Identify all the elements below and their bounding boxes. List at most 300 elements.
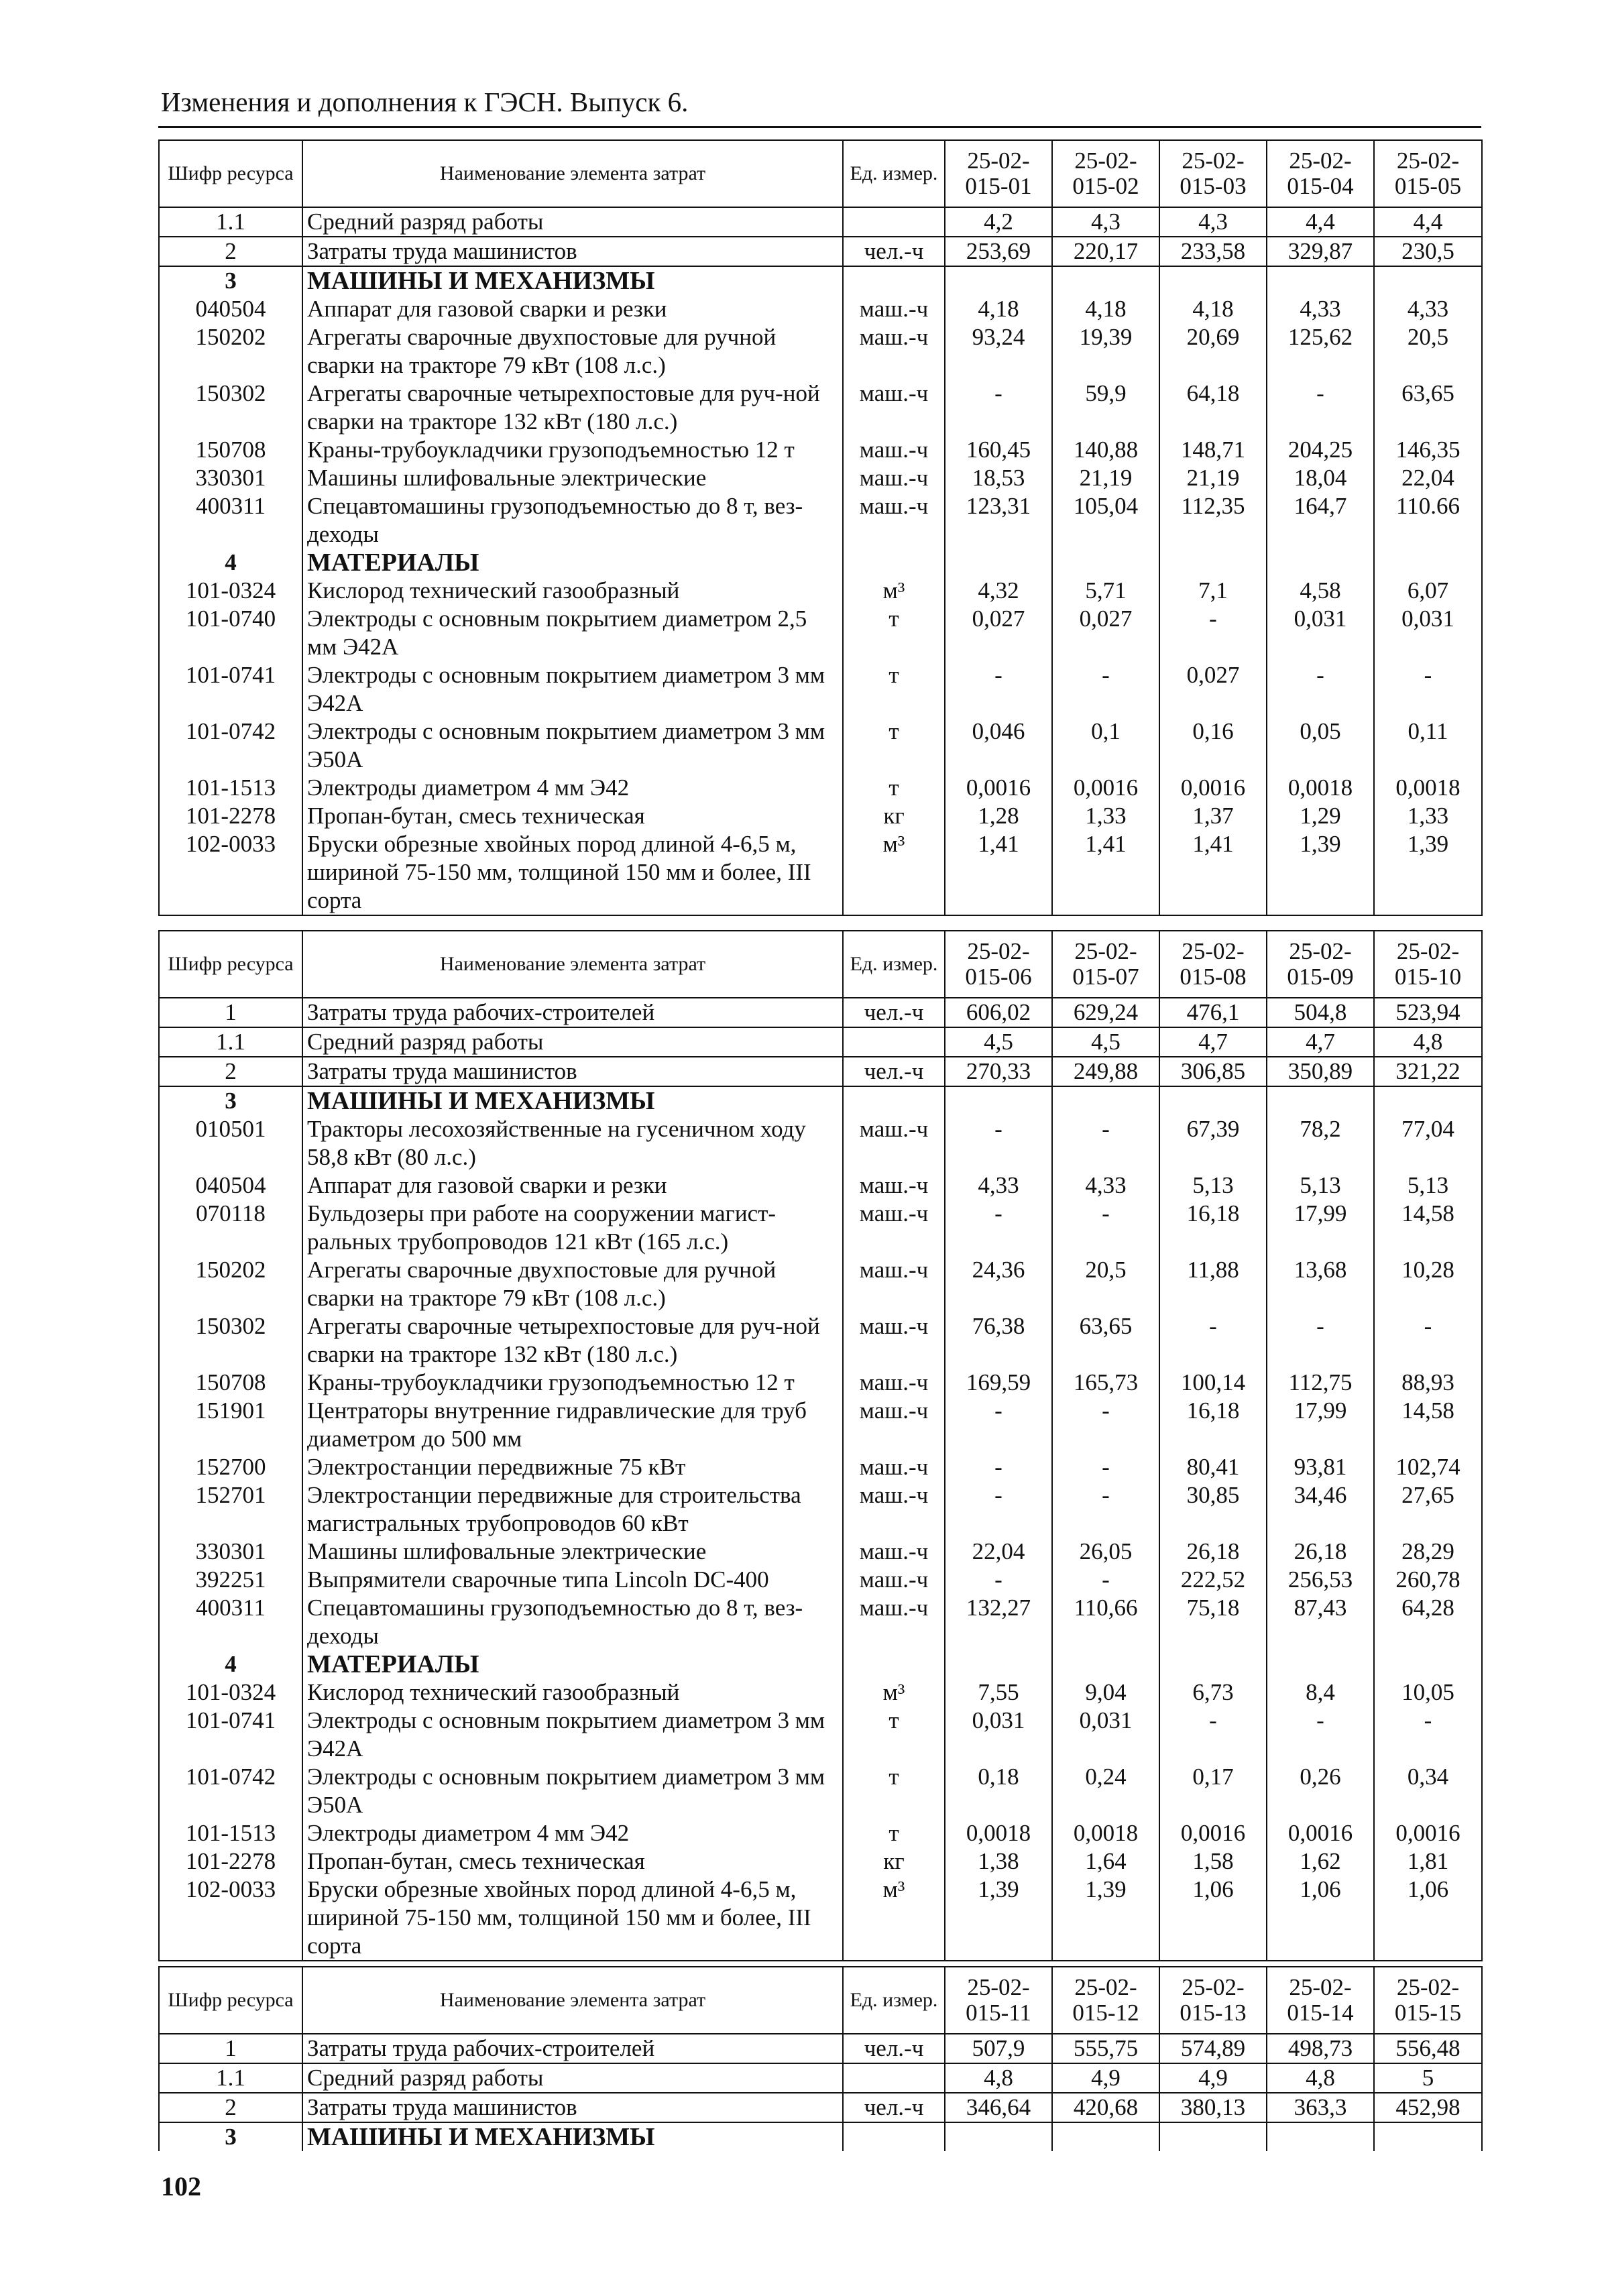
resource-code: 101-1513	[159, 774, 302, 802]
value-cell: 112,35	[1159, 492, 1267, 549]
value-cell: -	[1374, 661, 1482, 718]
value-cell: -	[945, 661, 1052, 718]
value-cell: 63,65	[1374, 380, 1482, 436]
value-cell: -	[1159, 1707, 1267, 1763]
value-cell: -	[1052, 661, 1159, 718]
value-cell: 0,0016	[1267, 1819, 1374, 1847]
value-cell	[945, 1650, 1052, 1678]
table-row	[159, 802, 1482, 830]
value-cell: 5,13	[1374, 1171, 1482, 1200]
value-cell: 18,53	[945, 464, 1052, 492]
table-row	[159, 605, 1482, 661]
value-cell: 5,71	[1052, 577, 1159, 605]
table-row	[159, 830, 1482, 915]
resource-name: Кислород технический газообразный	[302, 577, 843, 605]
resource-code: 152700	[159, 1453, 302, 1481]
value-cell: 0,027	[945, 605, 1052, 661]
unit-cell: маш.-ч	[843, 1115, 945, 1171]
resource-name: Затраты труда машинистов	[302, 2093, 843, 2122]
value-cell: 363,3	[1267, 2093, 1374, 2122]
page-header: Изменения и дополнения к ГЭСН. Выпуск 6.	[161, 87, 689, 117]
value-cell: 4,5	[945, 1027, 1052, 1057]
value-cell: 0,0016	[1374, 1819, 1482, 1847]
resource-name: Электроды с основным покрытием диаметром 3 мм Э42А	[302, 661, 843, 718]
value-cell: 4,18	[1052, 295, 1159, 323]
value-cell: 0,0018	[1052, 1819, 1159, 1847]
table-row	[159, 1876, 1482, 1961]
resource-code: 3	[159, 266, 302, 295]
resource-code: 1.1	[159, 207, 302, 237]
resource-name: Бульдозеры при работе на сооружении магист-ральных трубопроводов 121 кВт (165 л.с.)	[302, 1200, 843, 1256]
unit-cell	[843, 2122, 945, 2151]
table-row	[159, 295, 1482, 323]
unit-cell: м³	[843, 830, 945, 915]
header-norm-code: 25-02-015-13	[1159, 1967, 1267, 2034]
resource-table	[158, 1966, 1483, 2151]
unit-cell: маш.-ч	[843, 380, 945, 436]
value-cell: 18,04	[1267, 464, 1374, 492]
value-cell	[1267, 1650, 1374, 1678]
value-cell: 0,26	[1267, 1763, 1374, 1819]
value-cell: 1,39	[1374, 830, 1482, 915]
resource-name: Машины шлифовальные электрические	[302, 1538, 843, 1566]
value-cell: 0,027	[1052, 605, 1159, 661]
value-cell: 4,2	[945, 207, 1052, 237]
table-row	[159, 2063, 1482, 2093]
value-cell: 75,18	[1159, 1594, 1267, 1650]
value-cell: 0,0018	[1374, 774, 1482, 802]
value-cell: 22,04	[1374, 464, 1482, 492]
value-cell: 76,38	[945, 1312, 1052, 1369]
header-norm-code: 25-02-015-14	[1267, 1967, 1374, 2034]
header-norm-code: 25-02-015-10	[1374, 931, 1482, 998]
value-cell: 1,06	[1374, 1876, 1482, 1961]
value-cell: 105,04	[1052, 492, 1159, 549]
value-cell: 1,39	[945, 1876, 1052, 1961]
value-cell: 28,29	[1374, 1538, 1482, 1566]
resource-code: 102-0033	[159, 830, 302, 915]
value-cell	[1052, 266, 1159, 295]
section-title: МАТЕРИАЛЫ	[302, 549, 843, 577]
resource-name: Спецавтомашины грузоподъемностью до 8 т, вез-деходы	[302, 492, 843, 549]
table-row	[159, 661, 1482, 718]
table-row	[159, 1566, 1482, 1594]
value-cell: 346,64	[945, 2093, 1052, 2122]
value-cell: 629,24	[1052, 998, 1159, 1027]
resource-code: 101-0741	[159, 1707, 302, 1763]
header-norm-code: 25-02-015-09	[1267, 931, 1374, 998]
unit-cell: маш.-ч	[843, 1453, 945, 1481]
value-cell	[1374, 1086, 1482, 1115]
value-cell: 606,02	[945, 998, 1052, 1027]
value-cell	[1159, 2122, 1267, 2151]
resource-name: Аппарат для газовой сварки и резки	[302, 295, 843, 323]
header-norm-code: 25-02-015-06	[945, 931, 1052, 998]
resource-name: Электроды с основным покрытием диаметром 3 мм Э50А	[302, 718, 843, 774]
unit-cell: т	[843, 1819, 945, 1847]
unit-cell: кг	[843, 802, 945, 830]
table-row	[159, 237, 1482, 266]
value-cell: 4,18	[1159, 295, 1267, 323]
value-cell	[945, 1086, 1052, 1115]
value-cell: -	[1052, 1115, 1159, 1171]
value-cell	[1267, 1086, 1374, 1115]
unit-cell: чел.-ч	[843, 2093, 945, 2122]
table-row	[159, 577, 1482, 605]
resource-name: Средний разряд работы	[302, 2063, 843, 2093]
value-cell: 169,59	[945, 1369, 1052, 1397]
value-cell: 233,58	[1159, 237, 1267, 266]
section-title: МАШИНЫ И МЕХАНИЗМЫ	[302, 1086, 843, 1115]
table-block-3	[158, 1966, 1481, 2151]
table-row	[159, 774, 1482, 802]
resource-code: 152701	[159, 1481, 302, 1538]
value-cell	[1159, 1086, 1267, 1115]
unit-cell: маш.-ч	[843, 464, 945, 492]
resource-name: Электроды с основным покрытием диаметром 2,5 мм Э42А	[302, 605, 843, 661]
resource-code: 1	[159, 2034, 302, 2063]
value-cell: 1,06	[1267, 1876, 1374, 1961]
value-cell: 1,06	[1159, 1876, 1267, 1961]
value-cell: 1,64	[1052, 1847, 1159, 1876]
header-norm-code: 25-02-015-04	[1267, 140, 1374, 207]
value-cell: 80,41	[1159, 1453, 1267, 1481]
value-cell: 24,36	[945, 1256, 1052, 1312]
value-cell: 0,0016	[1159, 1819, 1267, 1847]
value-cell: 13,68	[1267, 1256, 1374, 1312]
value-cell: 498,73	[1267, 2034, 1374, 2063]
resource-name: Агрегаты сварочные двухпостовые для ручной сварки на тракторе 79 кВт (108 л.с.)	[302, 1256, 843, 1312]
value-cell: -	[945, 1453, 1052, 1481]
value-cell: 26,18	[1159, 1538, 1267, 1566]
header-code: Шифр ресурса	[159, 140, 302, 207]
header-norm-code: 25-02-015-11	[945, 1967, 1052, 2034]
value-cell: 329,87	[1267, 237, 1374, 266]
value-cell: 0,0018	[945, 1819, 1052, 1847]
value-cell: -	[1374, 1312, 1482, 1369]
value-cell: 16,18	[1159, 1397, 1267, 1453]
section-row	[159, 1650, 1482, 1678]
value-cell: 64,28	[1374, 1594, 1482, 1650]
resource-code: 4	[159, 1650, 302, 1678]
header-norm-code: 25-02-015-08	[1159, 931, 1267, 998]
value-cell	[1159, 266, 1267, 295]
value-cell: 4,18	[945, 295, 1052, 323]
resource-name: Агрегаты сварочные четырехпостовые для руч-ной сварки на тракторе 132 кВт (180 л.с.)	[302, 380, 843, 436]
value-cell: 4,33	[1374, 295, 1482, 323]
unit-cell: маш.-ч	[843, 1171, 945, 1200]
value-cell: 19,39	[1052, 323, 1159, 380]
value-cell: 93,81	[1267, 1453, 1374, 1481]
value-cell: 0,031	[1052, 1707, 1159, 1763]
table-row	[159, 1115, 1482, 1171]
value-cell: -	[1159, 1312, 1267, 1369]
table-row	[159, 1397, 1482, 1453]
value-cell: 5	[1374, 2063, 1482, 2093]
unit-cell: чел.-ч	[843, 237, 945, 266]
unit-cell: т	[843, 718, 945, 774]
resource-code: 400311	[159, 1594, 302, 1650]
value-cell	[1374, 1650, 1482, 1678]
resource-code: 040504	[159, 295, 302, 323]
value-cell: 14,58	[1374, 1397, 1482, 1453]
value-cell: 0,16	[1159, 718, 1267, 774]
table-row	[159, 1481, 1482, 1538]
resource-code: 1.1	[159, 1027, 302, 1057]
value-cell: -	[945, 1481, 1052, 1538]
value-cell: -	[1267, 1312, 1374, 1369]
value-cell: 230,5	[1374, 237, 1482, 266]
value-cell: 77,04	[1374, 1115, 1482, 1171]
resource-code: 2	[159, 2093, 302, 2122]
table-row	[159, 718, 1482, 774]
value-cell: 256,53	[1267, 1566, 1374, 1594]
value-cell: 5,13	[1159, 1171, 1267, 1200]
value-cell: 0,031	[945, 1707, 1052, 1763]
resource-name: Центраторы внутренние гидравлические для труб диаметром до 500 мм	[302, 1397, 843, 1453]
value-cell: 306,85	[1159, 1057, 1267, 1086]
unit-cell: маш.-ч	[843, 1397, 945, 1453]
value-cell: 88,93	[1374, 1369, 1482, 1397]
value-cell: 100,14	[1159, 1369, 1267, 1397]
value-cell: 4,9	[1159, 2063, 1267, 2093]
resource-code: 4	[159, 549, 302, 577]
resource-table	[158, 139, 1483, 916]
value-cell: 507,9	[945, 2034, 1052, 2063]
table-row	[159, 1171, 1482, 1200]
value-cell: 0,0018	[1267, 774, 1374, 802]
unit-cell: маш.-ч	[843, 1369, 945, 1397]
header-code: Шифр ресурса	[159, 1967, 302, 2034]
value-cell: -	[1267, 1707, 1374, 1763]
value-cell: 0,0016	[945, 774, 1052, 802]
value-cell	[1374, 266, 1482, 295]
resource-code: 150202	[159, 1256, 302, 1312]
value-cell: 17,99	[1267, 1200, 1374, 1256]
header-norm-code: 25-02-015-07	[1052, 931, 1159, 998]
header-norm-code: 25-02-015-03	[1159, 140, 1267, 207]
table-row	[159, 464, 1482, 492]
resource-code: 330301	[159, 1538, 302, 1566]
value-cell	[1052, 1650, 1159, 1678]
value-cell: 556,48	[1374, 2034, 1482, 2063]
value-cell: -	[1159, 605, 1267, 661]
unit-cell: маш.-ч	[843, 436, 945, 464]
unit-cell: маш.-ч	[843, 1312, 945, 1369]
value-cell: 9,04	[1052, 1678, 1159, 1707]
section-row	[159, 2122, 1482, 2151]
table-row	[159, 380, 1482, 436]
value-cell: 1,62	[1267, 1847, 1374, 1876]
value-cell: 476,1	[1159, 998, 1267, 1027]
unit-cell: маш.-ч	[843, 1538, 945, 1566]
section-title: МАШИНЫ И МЕХАНИЗМЫ	[302, 2122, 843, 2151]
value-cell: 0,17	[1159, 1763, 1267, 1819]
value-cell: -	[1052, 1397, 1159, 1453]
value-cell: 523,94	[1374, 998, 1482, 1027]
resource-name: Электроды диаметром 4 мм Э42	[302, 774, 843, 802]
value-cell: 4,4	[1267, 207, 1374, 237]
unit-cell: м³	[843, 1876, 945, 1961]
value-cell: 1,37	[1159, 802, 1267, 830]
resource-code: 150302	[159, 380, 302, 436]
value-cell: 260,78	[1374, 1566, 1482, 1594]
unit-cell: т	[843, 1707, 945, 1763]
value-cell: -	[1267, 661, 1374, 718]
value-cell: 1,38	[945, 1847, 1052, 1876]
table-block-1	[158, 139, 1481, 916]
table-row	[159, 1369, 1482, 1397]
value-cell: -	[1052, 1200, 1159, 1256]
section-row	[159, 266, 1482, 295]
resource-code: 3	[159, 1086, 302, 1115]
resource-name: Затраты труда рабочих-строителей	[302, 2034, 843, 2063]
unit-cell: маш.-ч	[843, 492, 945, 549]
value-cell: 63,65	[1052, 1312, 1159, 1369]
value-cell: 20,5	[1374, 323, 1482, 380]
resource-code: 2	[159, 237, 302, 266]
value-cell: -	[1052, 1566, 1159, 1594]
table-row	[159, 207, 1482, 237]
value-cell: 1,33	[1374, 802, 1482, 830]
value-cell	[945, 2122, 1052, 2151]
resource-code: 150202	[159, 323, 302, 380]
resource-code: 150708	[159, 436, 302, 464]
resource-code: 101-0740	[159, 605, 302, 661]
value-cell: 4,8	[945, 2063, 1052, 2093]
value-cell: -	[1374, 1707, 1482, 1763]
value-cell: 1,28	[945, 802, 1052, 830]
value-cell: 4,3	[1052, 207, 1159, 237]
value-cell: 6,07	[1374, 577, 1482, 605]
resource-name: Выпрямители сварочные типа Lincoln DC-400	[302, 1566, 843, 1594]
resource-name: Спецавтомашины грузоподъемностью до 8 т, вез-деходы	[302, 1594, 843, 1650]
unit-cell	[843, 1027, 945, 1057]
value-cell	[945, 549, 1052, 577]
value-cell: 4,7	[1159, 1027, 1267, 1057]
value-cell: 34,46	[1267, 1481, 1374, 1538]
value-cell: 504,8	[1267, 998, 1374, 1027]
table-row	[159, 1707, 1482, 1763]
table-row	[159, 1763, 1482, 1819]
resource-name: Затраты труда машинистов	[302, 1057, 843, 1086]
table-row	[159, 1256, 1482, 1312]
unit-cell	[843, 2063, 945, 2093]
value-cell: 10,28	[1374, 1256, 1482, 1312]
resource-code: 040504	[159, 1171, 302, 1200]
value-cell: 146,35	[1374, 436, 1482, 464]
header-unit: Ед. измер.	[843, 931, 945, 998]
value-cell: 4,58	[1267, 577, 1374, 605]
table-row	[159, 2034, 1482, 2063]
value-cell: 321,22	[1374, 1057, 1482, 1086]
resource-code: 150302	[159, 1312, 302, 1369]
value-cell: 14,58	[1374, 1200, 1482, 1256]
value-cell: 7,1	[1159, 577, 1267, 605]
value-cell: 10,05	[1374, 1678, 1482, 1707]
value-cell: 1,58	[1159, 1847, 1267, 1876]
value-cell	[945, 266, 1052, 295]
table-row	[159, 323, 1482, 380]
unit-cell: т	[843, 774, 945, 802]
value-cell: -	[945, 1115, 1052, 1171]
resource-name: Аппарат для газовой сварки и резки	[302, 1171, 843, 1200]
value-cell: 6,73	[1159, 1678, 1267, 1707]
value-cell: 204,25	[1267, 436, 1374, 464]
value-cell: 17,99	[1267, 1397, 1374, 1453]
resource-code: 1	[159, 998, 302, 1027]
unit-cell: чел.-ч	[843, 1057, 945, 1086]
value-cell: 4,9	[1052, 2063, 1159, 2093]
resource-table	[158, 930, 1483, 1961]
value-cell: -	[1267, 380, 1374, 436]
resource-code: 400311	[159, 492, 302, 549]
value-cell: 0,34	[1374, 1763, 1482, 1819]
value-cell: 30,85	[1159, 1481, 1267, 1538]
table-row	[159, 1027, 1482, 1057]
value-cell: 1,41	[1052, 830, 1159, 915]
section-title: МАШИНЫ И МЕХАНИЗМЫ	[302, 266, 843, 295]
table-row	[159, 2093, 1482, 2122]
value-cell: 132,27	[945, 1594, 1052, 1650]
header-norm-code: 25-02-015-12	[1052, 1967, 1159, 2034]
table-row	[159, 998, 1482, 1027]
value-cell: 0,1	[1052, 718, 1159, 774]
resource-name: Электроды с основным покрытием диаметром 3 мм Э50А	[302, 1763, 843, 1819]
value-cell: 4,33	[1052, 1171, 1159, 1200]
header-name: Наименование элемента затрат	[302, 140, 843, 207]
resource-name: Агрегаты сварочные двухпостовые для ручной сварки на тракторе 79 кВт (108 л.с.)	[302, 323, 843, 380]
header-code: Шифр ресурса	[159, 931, 302, 998]
resource-name: Затраты труда рабочих-строителей	[302, 998, 843, 1027]
value-cell	[1159, 549, 1267, 577]
unit-cell: кг	[843, 1847, 945, 1876]
value-cell: 78,2	[1267, 1115, 1374, 1171]
value-cell: 1,33	[1052, 802, 1159, 830]
value-cell: 0,0016	[1159, 774, 1267, 802]
value-cell: 1,41	[1159, 830, 1267, 915]
resource-name: Средний разряд работы	[302, 207, 843, 237]
header-name: Наименование элемента затрат	[302, 931, 843, 998]
value-cell: 5,13	[1267, 1171, 1374, 1200]
value-cell: 1,81	[1374, 1847, 1482, 1876]
resource-name: Средний разряд работы	[302, 1027, 843, 1057]
value-cell: 0,18	[945, 1763, 1052, 1819]
table-row	[159, 1200, 1482, 1256]
header-norm-code: 25-02-015-02	[1052, 140, 1159, 207]
value-cell: 0,24	[1052, 1763, 1159, 1819]
header-norm-code: 25-02-015-05	[1374, 140, 1482, 207]
value-cell	[1052, 549, 1159, 577]
resource-code: 070118	[159, 1200, 302, 1256]
value-cell: 112,75	[1267, 1369, 1374, 1397]
value-cell: 420,68	[1052, 2093, 1159, 2122]
resource-code: 150708	[159, 1369, 302, 1397]
value-cell: 26,18	[1267, 1538, 1374, 1566]
resource-code: 1.1	[159, 2063, 302, 2093]
section-row	[159, 1086, 1482, 1115]
resource-name: Краны-трубоукладчики грузоподъемностью 12 т	[302, 436, 843, 464]
value-cell: -	[945, 1200, 1052, 1256]
value-cell: 555,75	[1052, 2034, 1159, 2063]
resource-code: 101-0324	[159, 577, 302, 605]
unit-cell: м³	[843, 1678, 945, 1707]
table-row	[159, 1453, 1482, 1481]
value-cell: 20,69	[1159, 323, 1267, 380]
value-cell: -	[945, 1397, 1052, 1453]
header-unit: Ед. измер.	[843, 1967, 945, 2034]
table-row	[159, 1678, 1482, 1707]
